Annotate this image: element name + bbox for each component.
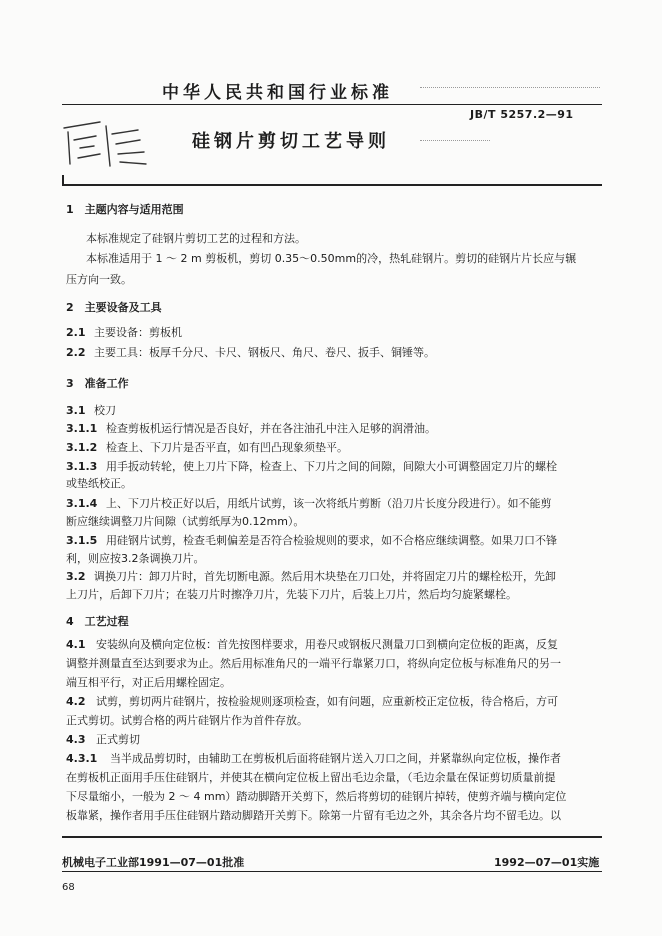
section-2-heading: 2 主要设备及工具	[66, 301, 162, 314]
item-3-1-1: 3.1.1 检查剪板机运行情况是否良好，并在各注油孔中注入足够的润滑油。	[66, 422, 436, 435]
item-4-2-line-1: 4.2 试剪，剪切两片硅钢片，按检验规则逐项检查，如有问题，应重新校正定位板，待合格后，方可	[66, 695, 558, 708]
standard-category-title: 中华人民共和国行业标准	[162, 83, 393, 103]
item-4-2-line-2: 正式剪切。试剪合格的两片硅钢片作为首件存放。	[66, 714, 308, 727]
item-4-3: 4.3 正式剪切	[66, 733, 140, 746]
section-3-heading: 3 准备工作	[66, 377, 129, 390]
header-rule	[62, 104, 602, 105]
page-number: 68	[62, 882, 75, 893]
item-3-1: 3.1 校刀	[66, 404, 116, 417]
item-2-2: 2.2 主要工具：板厚千分尺、卡尺、钢板尺、角尺、卷尺、扳手、铜锤等。	[66, 346, 435, 359]
item-3-1-5-line-2: 利，则应按3.2条调换刀片。	[66, 552, 205, 565]
item-3-2-line-1: 3.2 调换刀片：卸刀片时，首先切断电源。然后用木块垫在刀口处，并将固定刀片的螺栓松开，先卸	[66, 570, 556, 583]
item-4-3-1-line-2: 在剪板机正面用手压住硅钢片，并使其在横向定位板上留出毛边余量，（毛边余量在保证剪切质量前提	[66, 771, 556, 784]
item-3-1-2: 3.1.2 检查上、下刀片是否平直，如有凹凸现象须垫平。	[66, 441, 348, 454]
section-1-paragraph-1: 本标准规定了硅钢片剪切工艺的过程和方法。	[86, 232, 306, 245]
section-1-paragraph-2-line-2: 压方向一致。	[66, 273, 132, 286]
document-title: 硅钢片剪切工艺导则	[192, 131, 390, 152]
item-2-1: 2.1 主要设备：剪板机	[66, 326, 182, 339]
footer-bottom-rule	[62, 871, 602, 872]
item-3-1-3-line-1: 3.1.3 用手扳动转轮，使上刀片下降，检查上、下刀片之间的间隙，间隙大小可调整固定刀片的螺栓	[66, 460, 557, 473]
item-4-1-line-3: 端互相平行，对正后用螺栓固定。	[66, 676, 231, 689]
item-4-1-line-1: 4.1 安装纵向及横向定位板：首先按图样要求，用卷尺或钢板尺测量刀口到横向定位板的距离，反复	[66, 638, 558, 651]
item-3-1-4-line-2: 断应继续调整刀片间隙（试剪纸厚为0.12mm）。	[66, 515, 305, 528]
handwritten-stamp-icon	[60, 118, 150, 172]
item-4-3-1-line-4: 板靠紧，操作者用手压住硅钢片踏动脚踏开关剪下。除第一片留有毛边之外，其余各片均不留毛边。以	[66, 809, 561, 822]
approval-date: 机械电子工业部1991—07—01批准	[62, 856, 245, 869]
header-dotted-line	[420, 87, 600, 89]
item-3-1-3-line-2: 或垫纸校正。	[66, 477, 132, 490]
section-1-heading: 1 主题内容与适用范围	[66, 203, 184, 216]
section-4-heading: 4 工艺过程	[66, 615, 129, 628]
item-4-1-line-2: 调整并测量直至达到要求为止。然后用标准角尺的一端平行靠紧刀口，将纵向定位板与标准角尺的另一	[66, 657, 561, 670]
footer-rule	[62, 836, 602, 838]
title-dotted-line	[420, 140, 490, 142]
standard-code: JB/T 5257.2—91	[470, 108, 574, 121]
item-3-1-5-line-1: 3.1.5 用硅钢片试剪，检查毛刺偏差是否符合检验规则的要求，如不合格应继续调整。如果刀口不锋	[66, 534, 557, 547]
item-3-1-4-line-1: 3.1.4 上、下刀片校正好以后，用纸片试剪，该一次将纸片剪断（沿刀片长度分段进行）。如不能剪	[66, 497, 552, 510]
item-4-3-1-line-3: 下尽量缩小，一般为 2 ～ 4 mm）踏动脚踏开关剪下，然后将剪切的硅钢片掉转，使剪齐端与横向定位	[66, 790, 567, 803]
title-rule	[62, 184, 602, 186]
item-3-2-line-2: 上刀片，后卸下刀片；在装刀片时擦净刀片，先装下刀片，后装上刀片，然后均匀旋紧螺栓。	[66, 588, 517, 601]
item-4-3-1-line-1: 4.3.1 当半成品剪切时，由辅助工在剪板机后面将硅钢片送入刀口之间，并紧靠纵向定位板，操作者	[66, 752, 561, 765]
section-1-paragraph-2-line-1: 本标准适用于 1 ～ 2 m 剪板机，剪切 0.35～0.50mm的冷，热轧硅钢片。剪切的硅钢片片长应与辗	[86, 252, 577, 265]
effective-date: 1992—07—01实施	[494, 856, 600, 869]
